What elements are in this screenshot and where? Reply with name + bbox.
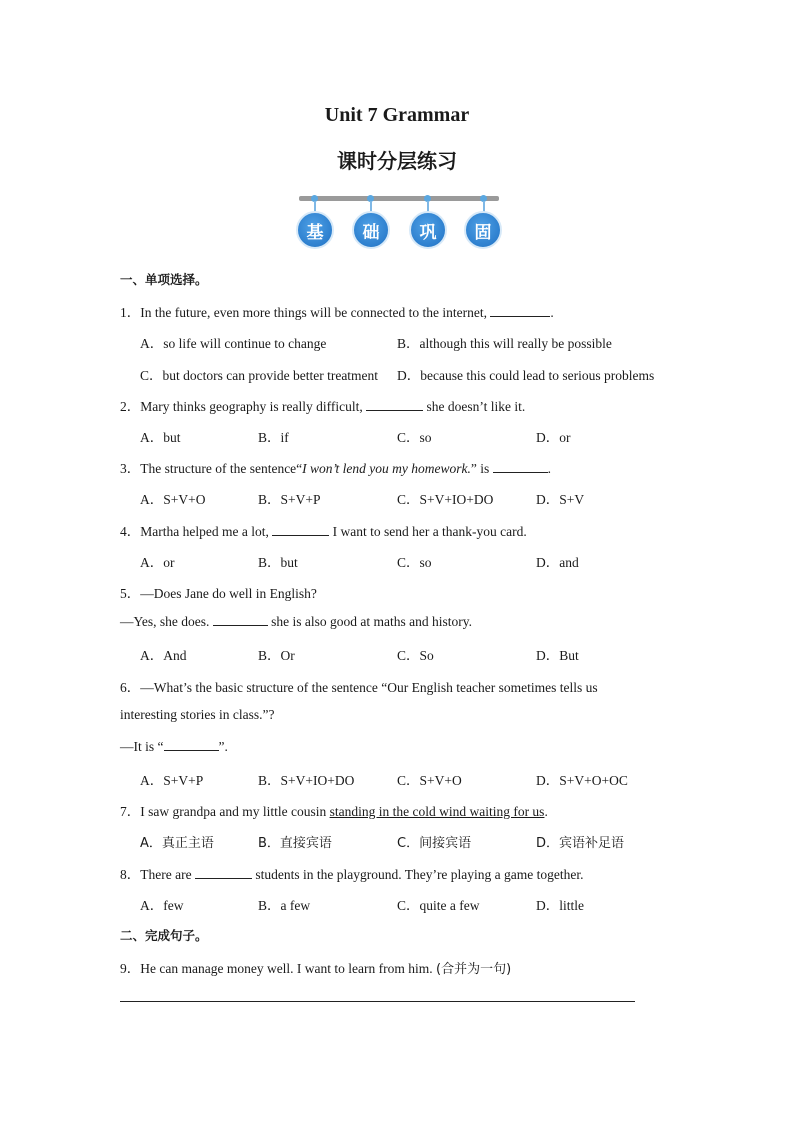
answer-blank[interactable] <box>164 738 219 751</box>
reply-start: —Yes, she does. <box>120 614 213 629</box>
q1-option-d[interactable]: D．because this could lead to serious problems <box>397 368 655 383</box>
question-end: students in the playground. They’re playing a game together. <box>251 867 584 882</box>
q8-option-c[interactable]: C．quite a few <box>397 898 480 913</box>
question-9 <box>120 957 511 977</box>
question-stem: 9．He can manage money well. I want to learn from him. <box>120 961 437 976</box>
question-stem: 2．Mary thinks geography is really difficult, <box>120 399 367 414</box>
q6-option-b[interactable]: B．S+V+IO+DO <box>258 773 355 788</box>
question-stem: 7．I saw grandpa and my little cousin <box>120 804 330 819</box>
q2-option-d[interactable]: D．or <box>536 430 571 445</box>
q1-option-b[interactable]: B．although this will really be possible <box>397 336 612 351</box>
q4-option-b[interactable]: B．but <box>258 555 298 570</box>
q5-option-a[interactable]: A．And <box>140 648 187 663</box>
q2-option-c[interactable]: C．so <box>397 430 432 445</box>
q3-option-d[interactable]: D．S+V <box>536 492 585 507</box>
q5-option-b[interactable]: B．Or <box>258 648 295 663</box>
reply-end: ”. <box>218 739 228 754</box>
question-end: . <box>547 461 552 476</box>
q1-option-c[interactable]: C．but doctors can provide better treatment <box>140 368 379 383</box>
q8-option-b[interactable]: B．a few <box>258 898 311 913</box>
q4-option-c[interactable]: C．so <box>397 555 432 570</box>
answer-blank[interactable] <box>490 304 550 317</box>
question-5: 5．—Does Jane do well in English? <box>120 586 317 601</box>
q2-option-b[interactable]: B．if <box>258 430 289 445</box>
q3-option-a[interactable]: A．S+V+O <box>140 492 206 507</box>
underlined-phrase: standing in the cold wind waiting for us <box>329 804 545 819</box>
question-6-cont: interesting stories in class.”? <box>120 707 275 722</box>
q1-option-a[interactable]: A．so life will continue to change <box>140 336 327 351</box>
answer-blank[interactable] <box>493 460 548 473</box>
question-mid: ” is <box>470 461 493 476</box>
reply-end: she is also good at maths and history. <box>267 614 472 629</box>
question-stem: 8．There are <box>120 867 195 882</box>
reply-start: —It is “ <box>120 739 164 754</box>
question-1 <box>120 301 554 321</box>
section-heading-complete-sentences: 二、完成句子。 <box>120 928 208 943</box>
section-banner <box>296 194 502 254</box>
banner-char-gong: 巩 <box>409 211 447 249</box>
q6-option-a[interactable]: A．S+V+P <box>140 773 204 788</box>
question-6-reply <box>120 738 228 755</box>
q4-option-d[interactable]: D．and <box>536 555 579 570</box>
banner-char-gu: 固 <box>464 211 502 249</box>
q7-option-b[interactable]: B．直接宾语 <box>258 836 332 851</box>
answer-blank[interactable] <box>213 613 268 626</box>
question-end: . <box>550 305 554 320</box>
page-title: Unit 7 Grammar <box>324 104 470 126</box>
question-2 <box>120 395 525 415</box>
q7-option-c[interactable]: C．间接宾语 <box>397 836 472 851</box>
q6-option-c[interactable]: C．S+V+O <box>397 773 462 788</box>
question-8 <box>120 863 584 883</box>
question-stem: 4．Martha helped me a lot, <box>120 524 273 539</box>
q3-option-b[interactable]: B．S+V+P <box>258 492 321 507</box>
q7-option-d[interactable]: D．宾语补足语 <box>536 836 625 851</box>
question-end: she doesn’t like it. <box>423 399 526 414</box>
instruction-note: (合并为一句) <box>436 962 512 977</box>
question-end: . <box>544 804 548 819</box>
page-subtitle: 课时分层练习 <box>337 149 457 173</box>
banner-char-ji: 基 <box>296 211 334 249</box>
question-stem: 3．The structure of the sentence“ <box>120 461 303 476</box>
question-4 <box>120 520 527 540</box>
question-5-reply <box>120 613 472 630</box>
question-stem: 1．In the future, even more things will be connected to the internet, <box>120 305 491 320</box>
q8-option-a[interactable]: A．few <box>140 898 184 913</box>
q6-option-d[interactable]: D．S+V+O+OC <box>536 773 628 788</box>
q4-option-a[interactable]: A．or <box>140 555 175 570</box>
q2-option-a[interactable]: A．but <box>140 430 181 445</box>
banner-bar <box>299 196 499 201</box>
q8-option-d[interactable]: D．little <box>536 898 584 913</box>
section-heading-multiple-choice: 一、单项选择。 <box>120 272 208 287</box>
q5-option-c[interactable]: C．So <box>397 648 434 663</box>
answer-blank[interactable] <box>272 523 329 536</box>
question-3 <box>120 457 551 477</box>
answer-blank[interactable] <box>195 866 252 879</box>
banner-char-chu: 础 <box>352 211 390 249</box>
q3-option-c[interactable]: C．S+V+IO+DO <box>397 492 494 507</box>
answer-blank[interactable] <box>366 398 423 411</box>
quoted-sentence: I won’t lend you my homework. <box>302 461 471 476</box>
q7-option-a[interactable]: A．真正主语 <box>140 836 214 851</box>
question-6: 6．—What’s the basic structure of the sentence “Our English teacher sometimes tells us <box>120 680 598 695</box>
question-end: I want to send her a thank-you card. <box>329 524 527 539</box>
answer-line[interactable] <box>120 1001 635 1002</box>
q5-option-d[interactable]: D．But <box>536 648 579 663</box>
question-7 <box>120 800 548 820</box>
